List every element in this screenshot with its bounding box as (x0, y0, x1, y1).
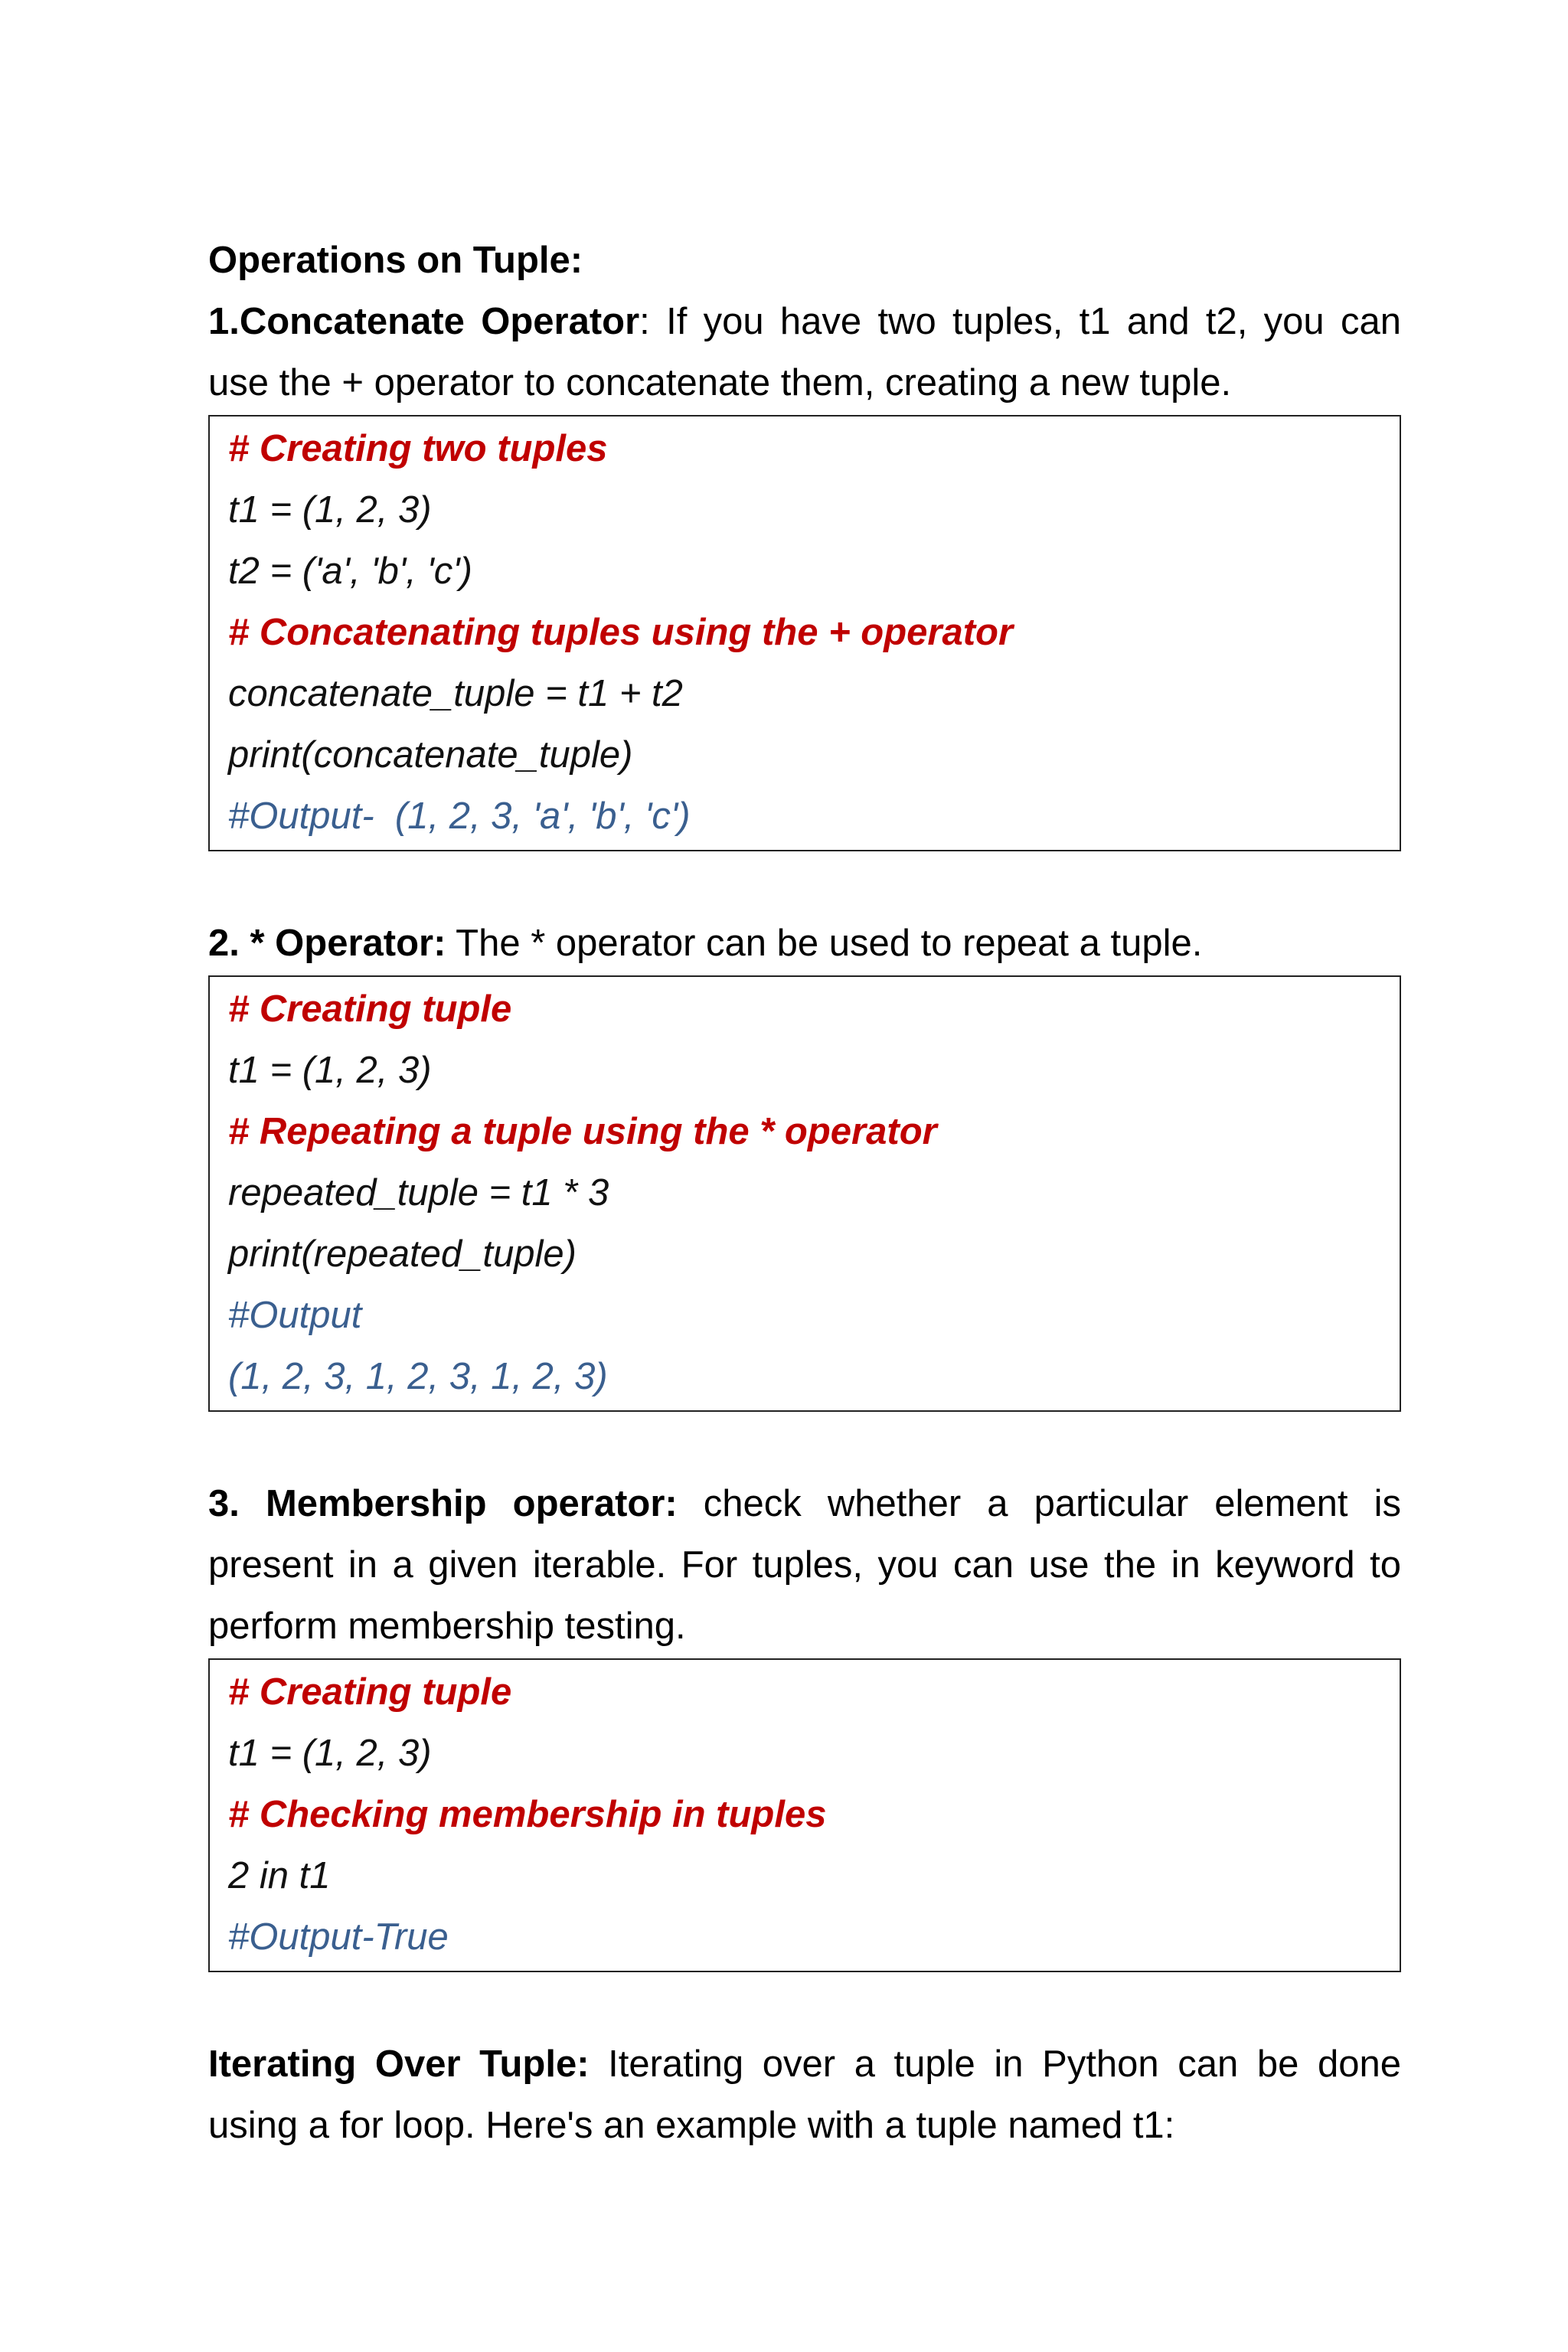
code-2-line-3: # Repeating a tuple using the * operator (228, 1111, 937, 1152)
code-2-line-6: #Output (228, 1295, 362, 1336)
code-1-line-4: # Concatenating tuples using the + operator (228, 612, 1014, 653)
section-1-text: If you have two tuples, t1 and t2, you can use the + operator to concatenate them, creating a new tuple. (208, 301, 1401, 403)
iterating-title: Iterating Over Tuple: (208, 2043, 590, 2085)
code-2-line-1: # Creating tuple (228, 988, 512, 1030)
code-3-line-1: # Creating tuple (228, 1671, 512, 1713)
spacer (208, 1412, 1401, 1473)
code-3-line-4: 2 in t1 (228, 1855, 331, 1896)
section-2-title: 2. * Operator: (208, 923, 446, 964)
iterating-paragraph (208, 2034, 1401, 2156)
code-1-line-1: # Creating two tuples (228, 428, 608, 469)
code-1-line-3: t2 = ('a', 'b', 'c') (228, 550, 472, 592)
code-3-line-5: #Output-True (228, 1916, 449, 1958)
code-2-line-4: repeated_tuple = t1 * 3 (228, 1172, 609, 1214)
code-1-line-2: t1 = (1, 2, 3) (228, 489, 432, 531)
section-3-paragraph (208, 1473, 1401, 1657)
section-2-paragraph (208, 913, 1401, 974)
spacer (208, 851, 1401, 913)
section-1-separator: : (639, 301, 650, 342)
code-2-line-2: t1 = (1, 2, 3) (228, 1050, 432, 1091)
code-3-line-3: # Checking membership in tuples (228, 1794, 827, 1835)
section-2-text: The * operator can be used to repeat a tuple. (446, 923, 1203, 964)
document-content (208, 230, 1401, 2156)
page-heading: Operations on Tuple: (208, 240, 583, 281)
spacer (208, 1972, 1401, 2034)
iterating-text: Iterating over a tuple in Python can be done using a for loop. Here's an example with a tuple named t1: (208, 2043, 1401, 2146)
code-2-line-5: print(repeated_tuple) (228, 1233, 577, 1275)
code-1-line-6: print(concatenate_tuple) (228, 734, 633, 776)
section-1-paragraph (208, 291, 1401, 413)
code-2-line-7: (1, 2, 3, 1, 2, 3, 1, 2, 3) (228, 1356, 608, 1397)
section-1-title: 1.Concatenate Operator (208, 301, 640, 342)
code-1-line-5: concatenate_tuple = t1 + t2 (228, 673, 683, 714)
code-block-2 (208, 975, 1401, 1412)
section-3-title: 3. Membership operator: (208, 1483, 678, 1524)
code-block-3 (208, 1658, 1401, 1972)
code-3-line-2: t1 = (1, 2, 3) (228, 1733, 432, 1774)
code-1-line-7: #Output- (1, 2, 3, 'a', 'b', 'c') (228, 795, 691, 837)
section-3-text: check whether a particular element is present in a given iterable. For tuples, you can use the in keyword to perform membership testing. (208, 1483, 1402, 1647)
code-block-1 (208, 415, 1401, 851)
